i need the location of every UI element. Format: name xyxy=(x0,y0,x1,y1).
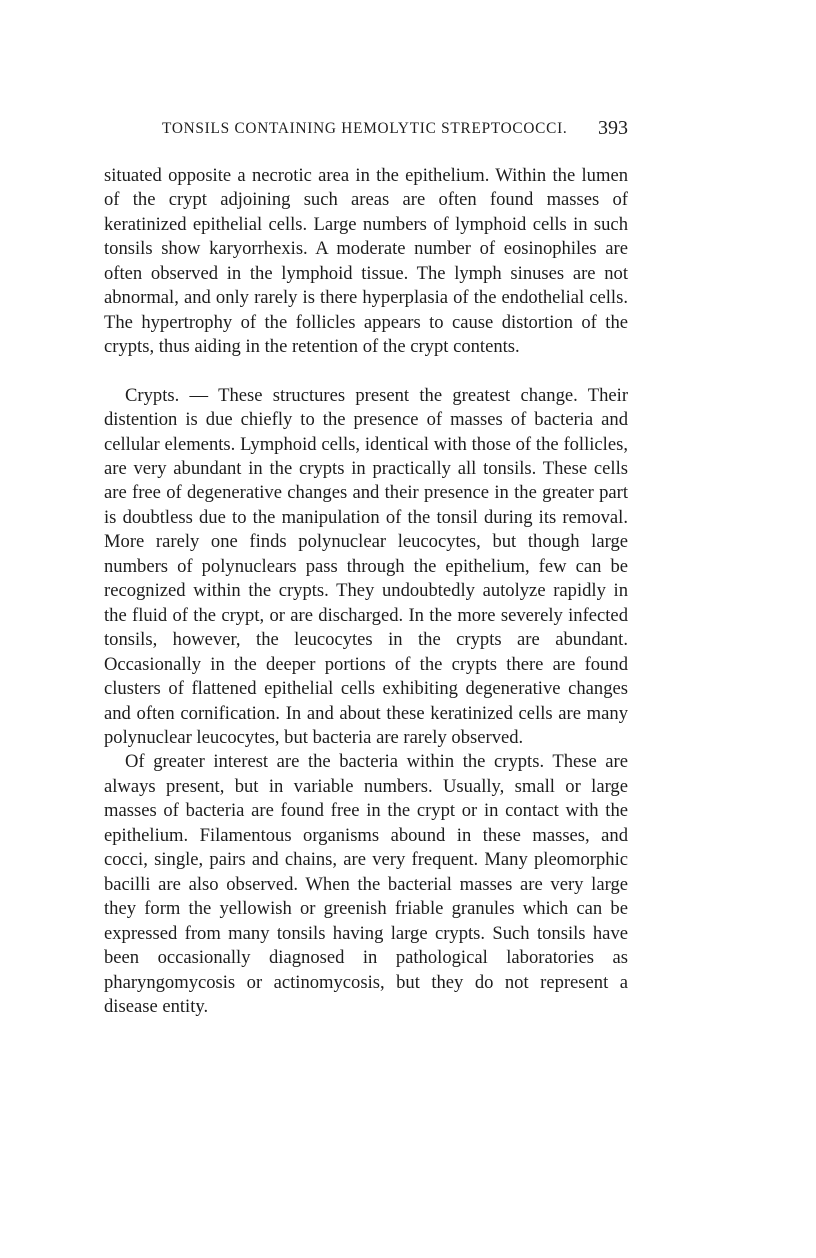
paragraph-crypts-text: These structures present the greatest change. Their distention is due chiefly to the presence of masses of bacteria and cellular elements. Lymphoid cells, identical with those of the follicles, are very abundant in the crypts in practically all tonsils. These cells are free of degenerative changes and their presence in the greater part is doubtless due to the manipulation of the tonsil during its removal. More rarely one finds polynuclear leucocytes, but though large numbers of polynuclears pass through the epithelium, few can be recognized within the crypts. They undoubtedly autolyze rapidly in the fluid of the crypt, or are discharged. In the more severely infected tonsils, however, the leucocytes in the crypts are abundant. Occasionally in the deeper portions of the crypts there are found clusters of flattened epithelial cells exhibiting degenerative changes and often cornification. In and about these keratinized cells are many polynuclear leucocytes, but bacteria are rarely observed. xyxy=(104,384,629,748)
section-label-crypts: Crypts. — xyxy=(125,384,209,406)
body-text xyxy=(104,164,628,1019)
running-title: TONSILS CONTAINING HEMOLYTIC STREPTOCOCCI. xyxy=(162,120,568,137)
page-number: 393 xyxy=(598,117,628,139)
paragraph-bacteria: Of greater interest are the bacteria within the crypts. These are always present, but in variable numbers. Usually, small or large masses of bacteria are found free in the crypt or in contact with the epithelium. Filamentous organisms abound in these masses, and cocci, single, pairs and chains, are very frequent. Many pleomorphic bacilli are also observed. When the bacterial masses are very large they form the yellowish or greenish friable granules which can be expressed from many tonsils having large crypts. Such tonsils have been occasionally diagnosed in pathological laboratories as pharyngomycosis or actinomycosis, but they do not represent a disease entity. xyxy=(104,751,628,1017)
paragraph-crypts xyxy=(104,384,628,751)
paragraph-continuation: situated opposite a necrotic area in the epithelium. Within the lumen of the crypt adjoining such areas are often found masses of keratinized epithelial cells. Large numbers of lymphoid cells in such tonsils show karyorrhexis. A moderate number of eosinophiles are often observed in the lymphoid tissue. The lymph sinuses are not abnormal, and only rarely is there hyperplasia of the endothelial cells. The hypertrophy of the follicles appears to cause distortion of the crypts, thus aiding in the retention of the crypt contents. xyxy=(104,165,628,358)
running-head xyxy=(104,117,628,147)
